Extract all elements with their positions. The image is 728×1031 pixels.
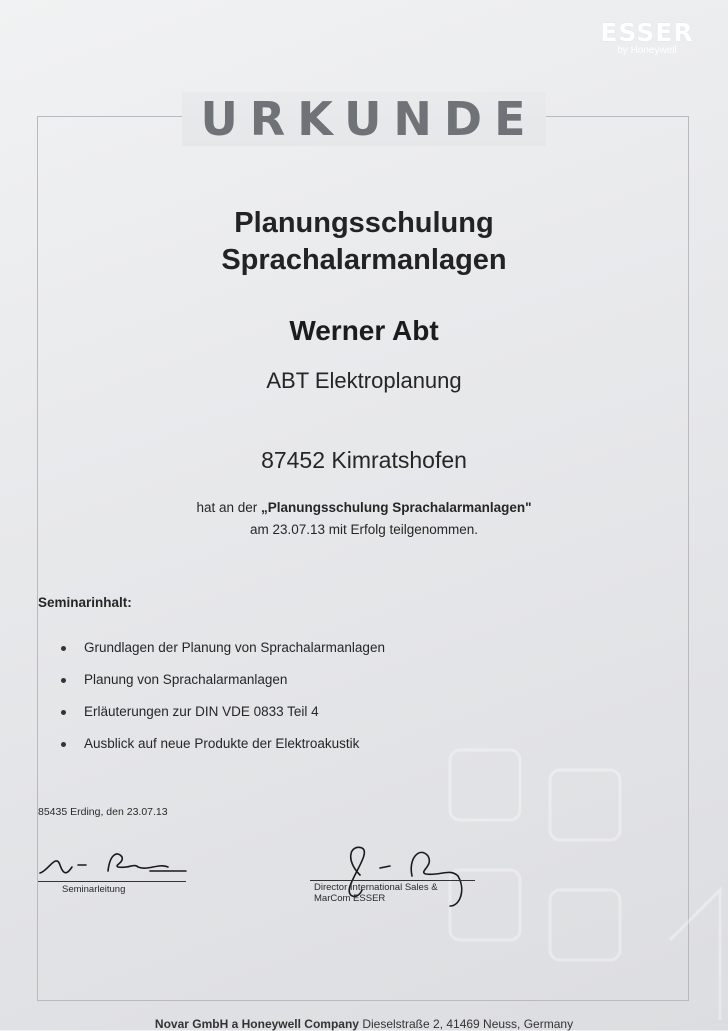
keypad-watermark: [430, 520, 728, 1020]
list-item: [57, 733, 385, 765]
signature-caption-right: [314, 882, 484, 904]
topic-text: Grundlagen der Planung von Sprachalarmanlagen: [84, 640, 385, 655]
list-item: [57, 637, 385, 669]
participant-name: Werner Abt: [289, 315, 439, 346]
topic-text: Erläuterungen zur DIN VDE 0833 Teil 4: [84, 704, 319, 719]
bullet-icon: [61, 678, 66, 683]
signature-caption-right-line1: Director International Sales &: [314, 882, 438, 893]
participant-city: 87452 Kimratshofen: [261, 447, 467, 473]
course-title-line1: Planungsschulung: [234, 207, 494, 239]
certificate-title-text: URKUNDE: [182, 92, 545, 146]
seminar-heading: Seminarinhalt:: [38, 595, 132, 610]
signature-caption-right-line2: MarCom ESSER: [314, 893, 386, 904]
signature-block-left: [38, 843, 188, 903]
place-date: 85435 Erding, den 23.07.13: [38, 806, 168, 818]
participation-prefix: hat an der: [196, 500, 258, 515]
logo-subtitle: by Honeywell: [617, 45, 677, 56]
footer-company: Novar GmbH a Honeywell Company: [154, 1017, 359, 1031]
seminar-topics: [57, 637, 385, 765]
participation-course: „Planungsschulung Sprachalarmanlagen": [261, 500, 532, 515]
signature-line-left: [38, 881, 186, 882]
footer-address: Dieselstraße 2, 41469 Neuss, Germany: [362, 1017, 574, 1031]
bullet-icon: [61, 646, 66, 651]
course-title-line2: Sprachalarmanlagen: [221, 244, 507, 276]
participation-statement: [0, 497, 728, 541]
signature-caption-left: Seminarleitung: [62, 884, 126, 895]
certificate-title: [0, 92, 728, 146]
bullet-icon: [61, 742, 66, 747]
logo-brand: ESSER: [600, 18, 694, 47]
list-item: [57, 701, 385, 733]
signature-block-right: [310, 840, 480, 915]
signature-line-right: [310, 880, 475, 881]
topic-text: Ausblick auf neue Produkte der Elektroakustik: [84, 736, 360, 751]
participant-company: ABT Elektroplanung: [266, 368, 462, 393]
signature-left-icon: [38, 843, 188, 883]
footer: [0, 1017, 728, 1031]
list-item: [57, 669, 385, 701]
topic-text: Planung von Sprachalarmanlagen: [84, 672, 288, 687]
bullet-icon: [61, 710, 66, 715]
participation-date-line: am 23.07.13 mit Erfolg teilgenommen.: [249, 522, 479, 537]
esser-logo: [582, 18, 712, 56]
course-title: [0, 205, 728, 279]
